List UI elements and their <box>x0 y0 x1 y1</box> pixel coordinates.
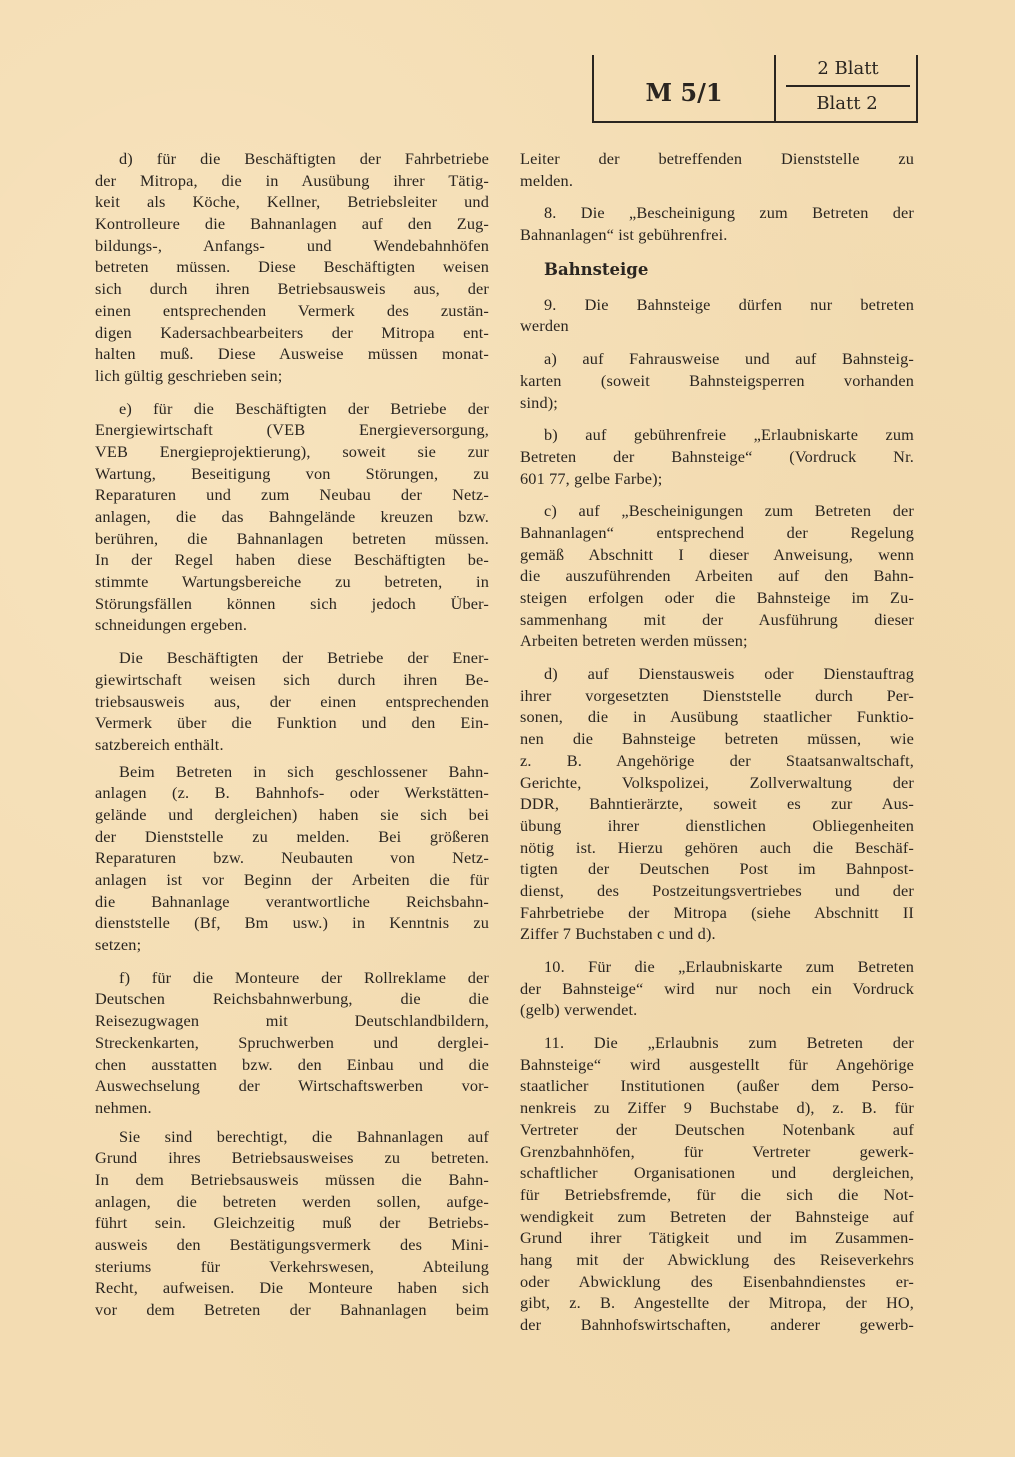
paragraph-item-11 <box>520 1032 914 1336</box>
paragraph-item-10 <box>520 956 914 1021</box>
text-line: wendigkeit zum Betreten der Bahnsteige auf <box>520 1206 914 1226</box>
text-line: anlagen (z. B. Bahnhofs- oder Werkstätten- <box>95 783 489 803</box>
text-line: halten muß. Diese Ausweise müssen monat- <box>95 344 489 364</box>
text-line: sonen, die in Ausübung staatlicher Funktio- <box>520 707 914 727</box>
text-line: 11. Die „Erlaubnis zum Betreten der <box>544 1033 914 1053</box>
text-line: digen Kadersachbearbeiters der Mitropa ent- <box>95 322 489 342</box>
text-line: 8. Die „Bescheinigung zum Betreten der <box>544 203 914 223</box>
text-line: oder Abwicklung des Eisenbahndienstes er- <box>520 1271 914 1291</box>
text-line: dienststelle (Bf, Bm usw.) in Kenntnis zu <box>95 913 489 933</box>
paragraph-item-8 <box>520 202 914 245</box>
text-line: Gerichte, Volkspolizei, Zollverwaltung der <box>520 772 914 792</box>
text-line: a) auf Fahrausweise und auf Bahnsteig- <box>544 349 914 369</box>
text-line: (gelb) verwendet. <box>520 1000 638 1020</box>
text-line: Wartung, Beseitigung von Störungen, zu <box>95 463 489 483</box>
text-line: Grund ihrer Tätigkeit und im Zusammen- <box>520 1228 914 1248</box>
text-line: nötig ist. Hierzu gehören auch die Beschäf- <box>520 837 914 857</box>
text-line: Vermerk über die Funktion und den Ein- <box>95 713 489 733</box>
text-line: vor dem Betreten der Bahnanlagen beim <box>95 1300 489 1320</box>
text-line: übung ihrer dienstlichen Obliegenheiten <box>520 815 914 835</box>
paragraph-geschlossene-anlagen <box>95 761 489 956</box>
text-line: Bahnanlagen“ ist gebührenfrei. <box>520 225 728 245</box>
text-line: werden <box>520 316 569 336</box>
text-line: der Dienststelle zu melden. Bei größeren <box>95 826 489 846</box>
text-line: 10. Für die „Erlaubniskarte zum Betreten <box>544 957 914 976</box>
text-line: schneidungen ergeben. <box>95 615 248 635</box>
text-line: d) auf Dienstausweis oder Dienstauftrag <box>544 664 914 684</box>
text-line: Die Beschäftigten der Betriebe der Ener- <box>119 648 489 668</box>
text-line: Sie sind berechtigt, die Bahnanlagen auf <box>119 1126 489 1146</box>
text-line: Beim Betreten in sich geschlossener Bahn- <box>119 761 489 781</box>
text-line: steriums für Verkehrswesen, Abteilung <box>95 1256 489 1276</box>
text-line: anlagen, die das Bahngelände kreuzen bzw. <box>95 507 489 526</box>
sheet-info <box>778 55 916 121</box>
paragraph-item-9c <box>520 500 914 652</box>
text-line: Bahnsteige“ wird ausgestellt für Angehörige <box>520 1054 914 1074</box>
text-line: In dem Betriebsausweis müssen die Bahn- <box>95 1169 489 1189</box>
text-line: 9. Die Bahnsteige dürfen nur betreten <box>544 294 914 314</box>
text-line: 601 77, gelbe Farbe); <box>520 468 663 488</box>
text-line: Ziffer 7 Buchstaben c und d). <box>520 924 716 944</box>
text-line: lich gültig geschrieben sein; <box>95 365 283 385</box>
text-line: Energiewirtschaft (VEB Energieversorgung, <box>95 420 489 440</box>
text-line: führt sein. Gleichzeitig muß der Betriebs- <box>95 1213 489 1233</box>
paragraph-monteure-berechtigt <box>95 1126 489 1321</box>
text-line: Bahnanlagen“ entsprechend der Regelung <box>520 522 914 542</box>
text-line: Auswechselung der Wirtschaftswerben vor- <box>95 1076 489 1096</box>
text-line: Reparaturen und zum Neubau der Netz- <box>95 485 489 505</box>
text-line: Deutschen Reichsbahnwerbung, die die <box>95 989 489 1009</box>
text-line: ihrer vorgesetzten Dienststelle durch Per- <box>520 685 914 705</box>
section-heading-bahnsteige: Bahnsteige <box>544 259 649 279</box>
form-code: M 5/1 <box>594 55 776 121</box>
text-line: hang mit der Abwicklung des Reiseverkehrs <box>520 1249 914 1269</box>
text-line: chen ausstatten bzw. den Einbau und die <box>95 1054 489 1074</box>
paragraph-energie-ausweis <box>95 647 489 755</box>
text-line: Störungsfällen können sich jedoch Über- <box>95 593 489 613</box>
text-line: Streckenkarten, Spruchwerben und derglei- <box>95 1032 489 1052</box>
paragraph-f-rollreklame <box>95 967 489 1119</box>
text-line: die Bahnanlage verantwortliche Reichsbahn- <box>95 891 489 911</box>
left-column <box>95 148 489 1332</box>
text-line: der Bahnsteige“ wird nur noch ein Vordruck <box>520 978 914 998</box>
text-line: In der Regel haben diese Beschäftigten be- <box>95 550 489 570</box>
text-line: f) für die Monteure der Rollreklame der <box>119 967 489 987</box>
text-line: steigen erfolgen oder die Bahnsteige im Zu- <box>520 588 914 607</box>
sheet-number: Blatt 2 <box>816 93 878 114</box>
text-line: einen entsprechenden Vermerk des zustän- <box>95 300 489 320</box>
text-line: Reisezugwagen mit Deutschlandbildern, <box>95 1011 489 1031</box>
text-line: Fahrbetriebe der Mitropa (siehe Abschnitt II <box>520 902 914 922</box>
text-line: Grund ihres Betriebsausweises zu betreten. <box>95 1148 489 1168</box>
text-line: der Mitropa, die in Ausübung ihrer Tätig- <box>95 170 489 190</box>
text-line: satzbereich enthält. <box>95 734 224 754</box>
form-header-box <box>592 55 918 123</box>
text-line: schaftlicher Organisationen und dergleichen, <box>520 1163 914 1183</box>
text-line: karten (soweit Bahnsteigsperren vorhanden <box>520 370 914 390</box>
text-line: Grenzbahnhöfen, für Vertreter gewerk- <box>520 1141 914 1161</box>
text-line: tigten der Deutschen Post im Bahnpost- <box>520 859 914 879</box>
text-line: gelände und dergleichen) haben sie sich bei <box>95 804 489 824</box>
text-line: Recht, aufweisen. Die Monteure haben sich <box>95 1278 489 1298</box>
paragraph-item-9a <box>520 348 914 413</box>
text-line: sich durch ihren Betriebsausweis aus, der <box>95 279 489 299</box>
text-line: stimmte Wartungsbereiche zu betreten, in <box>95 572 489 592</box>
text-line: anlagen ist vor Beginn der Arbeiten die für <box>95 870 489 889</box>
text-line: b) auf gebührenfreie „Erlaubniskarte zum <box>544 425 914 445</box>
text-line: ausweis den Bestätigungsvermerk des Mini- <box>95 1235 489 1254</box>
text-line: für Betriebsfremde, für die sich die Not- <box>520 1184 914 1204</box>
text-line: d) für die Beschäftigten der Fahrbetriebe <box>119 149 489 168</box>
right-column <box>520 148 914 1347</box>
text-line: setzen; <box>95 935 142 955</box>
text-line: anlagen, die betreten werden sollen, aufge- <box>95 1191 489 1211</box>
text-line: gemäß Abschnitt I dieser Anweisung, wenn <box>520 544 914 564</box>
text-line: Betreten der Bahnsteige“ (Vordruck Nr. <box>520 446 914 466</box>
text-line: nehmen. <box>95 1097 152 1117</box>
text-line: keit als Köche, Kellner, Betriebsleiter und <box>95 192 489 212</box>
paragraph-item-9d <box>520 663 914 945</box>
text-line: melden. <box>520 170 574 190</box>
text-line: c) auf „Bescheinigungen zum Betreten der <box>544 501 914 521</box>
text-line: Vertreter der Deutschen Notenbank auf <box>520 1119 914 1139</box>
text-line: die auszuführenden Arbeiten auf den Bahn- <box>520 566 914 586</box>
text-line: bildungs-, Anfangs- und Wendebahnhöfen <box>95 235 489 255</box>
text-line: sind); <box>520 392 558 412</box>
text-line: berühren, die Bahnanlagen betreten müssen. <box>95 528 489 548</box>
text-line: nenkreis zu Ziffer 9 Buchstabe d), z. B. für <box>520 1098 914 1118</box>
text-line: Arbeiten betreten werden müssen; <box>520 631 748 651</box>
total-sheets: 2 Blatt <box>786 55 910 87</box>
text-line: VEB Energieprojektierung), soweit sie zur <box>95 441 489 461</box>
paragraph-continuation <box>520 148 914 191</box>
text-line: nen die Bahnsteige betreten müssen, wie <box>520 729 914 749</box>
text-line: der Bahnhofswirtschaften, anderer gewerb- <box>520 1315 914 1334</box>
text-line: triebsausweis aus, der einen entsprechenden <box>95 691 489 711</box>
text-line: z. B. Angehörige der Staatsanwaltschaft, <box>520 750 914 770</box>
text-line: DDR, Bahntierärzte, soweit es zur Aus- <box>520 794 914 814</box>
text-line: gibt, z. B. Angestellte der Mitropa, der HO, <box>520 1293 914 1313</box>
text-line: e) für die Beschäftigten der Betriebe der <box>119 398 489 418</box>
paragraph-e-energie <box>95 398 489 637</box>
paragraph-d-mitropa <box>95 148 489 387</box>
text-line: Reparaturen bzw. Neubauten von Netz- <box>95 848 489 868</box>
text-line: Kontrolleure die Bahnanlagen auf den Zug- <box>95 214 489 234</box>
text-line: sammenhang mit der Ausführung dieser <box>520 609 914 629</box>
text-line: betreten müssen. Diese Beschäftigten weisen <box>95 257 489 277</box>
paragraph-item-9b <box>520 424 914 489</box>
text-line: Leiter der betreffenden Dienststelle zu <box>520 149 914 168</box>
text-line: staatlicher Institutionen (außer dem Perso- <box>520 1076 914 1096</box>
text-line: giewirtschaft weisen sich durch ihren Be- <box>95 669 489 689</box>
paragraph-item-9 <box>520 294 914 337</box>
text-line: dienst, des Postzeitungsvertriebes und der <box>520 880 914 900</box>
